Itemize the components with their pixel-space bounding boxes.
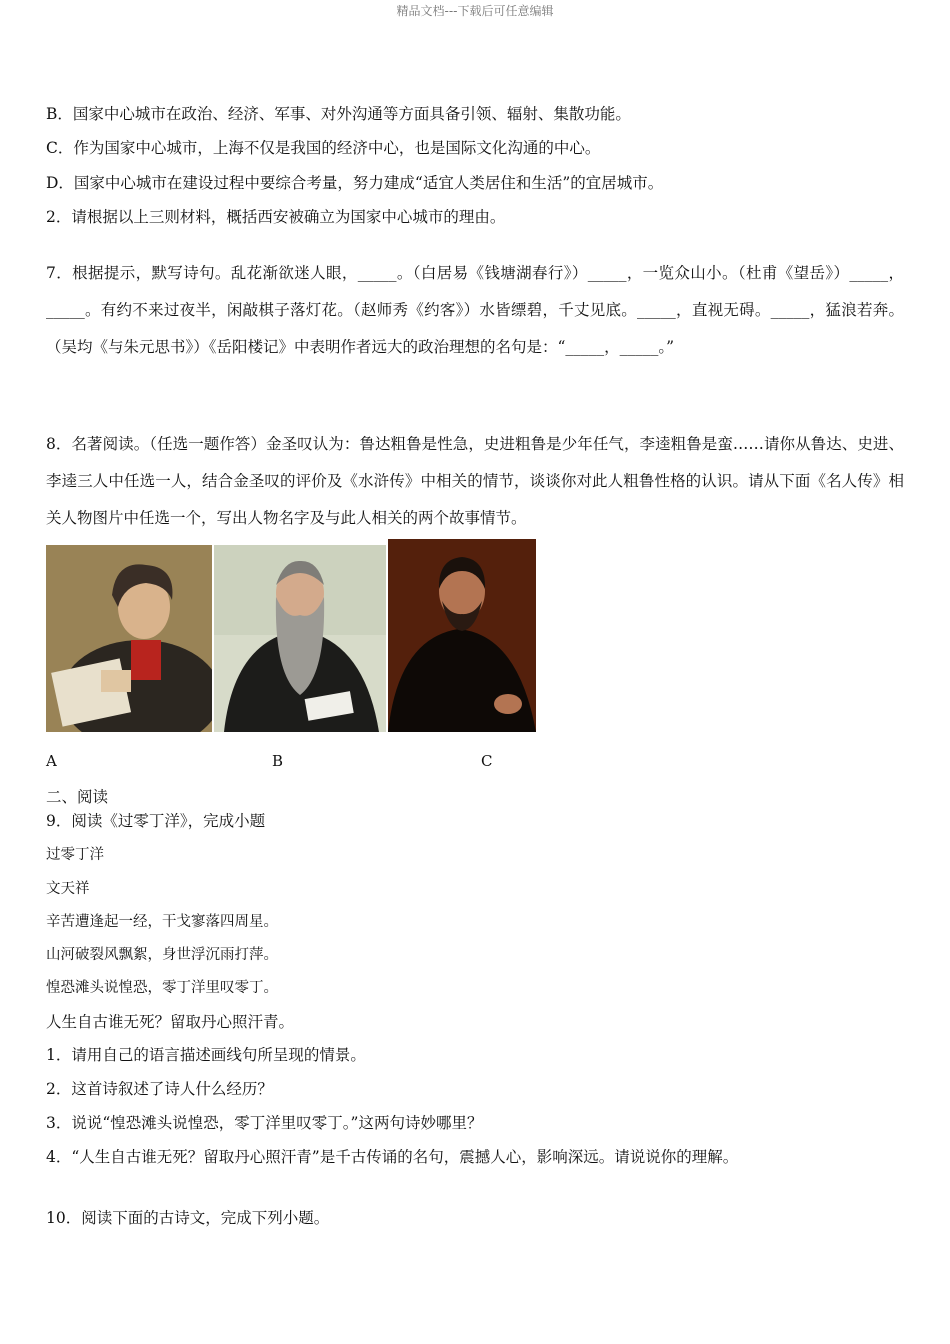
- caption-a: A: [46, 752, 57, 770]
- caption-b: B: [272, 752, 284, 770]
- page-header: 精品文档---下载后可任意编辑: [396, 4, 554, 18]
- poem-line-2: 山河破裂风飘絮，身世浮沉雨打萍。: [46, 947, 278, 963]
- question-9-2: 2．这首诗叙述了诗人什么经历？: [46, 1080, 273, 1098]
- poem-line-3: 惶恐滩头说惶恐，零丁洋里叹零丁。: [46, 980, 278, 996]
- section-reading-title: 二、阅读: [46, 788, 109, 806]
- question-9-3: 3．说说“惶恐滩头说惶恐，零丁洋里叹零丁。”这两句诗妙哪里？: [46, 1114, 483, 1132]
- option-b: B．国家中心城市在政治、经济、军事、对外沟通等方面具备引领、辐射、集散功能。: [46, 105, 631, 123]
- portrait-b-image: [214, 545, 386, 732]
- poem-title: 过零丁洋: [46, 847, 104, 863]
- question-10: 10．阅读下面的古诗文，完成下列小题。: [46, 1209, 330, 1227]
- portrait-a-image: [46, 545, 212, 732]
- option-c: C．作为国家中心城市，上海不仅是我国的经济中心，也是国际文化沟通的中心。: [46, 139, 601, 157]
- poem-author: 文天祥: [46, 881, 90, 897]
- poem-line-1: 辛苦遭逢起一经，干戈寥落四周星。: [46, 914, 278, 930]
- question-9-4: 4．“人生自古谁无死？留取丹心照汗青”是千古传诵的名句，震撼人心，影响深远。请说说你的理解。: [46, 1148, 739, 1166]
- portrait-c-image: [388, 539, 536, 732]
- question-9-intro: 9．阅读《过零丁洋》，完成小题: [46, 812, 266, 830]
- option-d: D．国家中心城市在建设过程中要综合考量，努力建成“适宜人类居住和生活”的宜居城市。: [46, 174, 664, 192]
- caption-c: C: [481, 752, 493, 770]
- question-8: 8．名著阅读。（任选一题作答）金圣叹认为：鲁达粗鲁是性急，史进粗鲁是少年任气，李逵粗鲁是蛮……请你从鲁达、史进、李逵三人中任选一人，结合金圣叹的评价及《水浒传》中相关的情节，谈谈你对此人粗鲁性格的认识。请从下面《名人传》相关人物图片中任选一个，写出人物名字及与此人相关的两个故事情节。: [46, 435, 904, 527]
- question-9-1: 1．请用自己的语言描述画线句所呈现的情景。: [46, 1046, 366, 1064]
- poem-line-4: 人生自古谁无死？留取丹心照汗青。: [46, 1013, 295, 1031]
- question-6-2: 2．请根据以上三则材料，概括西安被确立为国家中心城市的理由。: [46, 208, 506, 226]
- question-7: 7．根据提示，默写诗句。乱花渐欲迷人眼，_____。（白居易《钱塘湖春行》）_____，一览众山小。（杜甫《望岳》）_____，_____。有约不来过夜半，闲敲棋子落灯花。（赵师秀《约客》）水皆缥碧，千丈见底。_____，直视无碍。_____，猛浪若奔。（吴均《与朱元思书》）《岳阳楼记》中表明作者远大的政治理想的名句是：“_____，_____。”: [46, 264, 904, 356]
